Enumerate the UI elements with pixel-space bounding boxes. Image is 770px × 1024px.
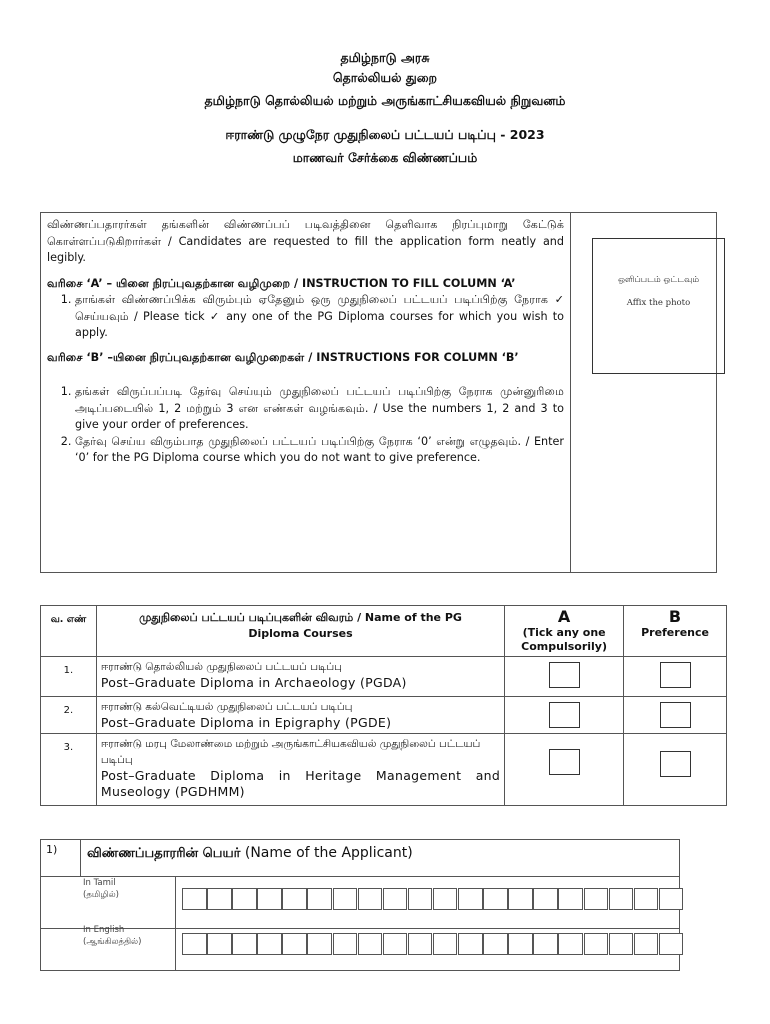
general-instruction: விண்ணப்பதாரர்கள் தங்களின் விண்ணப்பப் படிவத்தினை தெளிவாக நிரப்புமாறு கேட்டுக் கொள்ளப்படுகிறார்கள் / Candidates are requested to fill the application form neatly and legibly. <box>47 218 564 264</box>
header-form-title: மாணவர் சேர்க்கை விண்ணப்பம் <box>292 150 478 165</box>
char-box[interactable] <box>483 933 508 955</box>
char-box[interactable] <box>358 933 383 955</box>
photo-label-tamil: ஒளிப்படம் ஒட்டவும் <box>617 275 700 285</box>
char-box[interactable] <box>584 933 609 955</box>
row-col-a <box>505 657 624 697</box>
char-box[interactable] <box>533 933 558 955</box>
char-box[interactable] <box>307 888 332 910</box>
table-row <box>41 734 727 806</box>
column-a-list <box>75 292 564 342</box>
char-box[interactable] <box>408 933 433 955</box>
char-box[interactable] <box>609 933 634 955</box>
header-government: தமிழ்நாடு அரசு <box>340 50 430 65</box>
col-header-a <box>505 606 624 657</box>
course-name-tamil: ஈராண்டு மரபு மேலாண்மை மற்றும் அருங்காட்சியகவியல் முதுநிலைப் பட்டயப் படிப்பு <box>100 738 481 766</box>
tamil-name-boxes[interactable] <box>182 888 684 910</box>
char-box[interactable] <box>358 888 383 910</box>
tamil-label-english: In Tamil <box>83 878 116 888</box>
course-name-tamil: ஈராண்டு கல்வெட்டியல் முதுநிலைப் பட்டயப் படிப்பு <box>100 701 353 713</box>
course-name-english: Post–Graduate Diploma in Heritage Management and Museology (PGDHMM) <box>100 768 501 799</box>
char-box[interactable] <box>558 888 583 910</box>
header-institute: தமிழ்நாடு தொல்லியல் மற்றும் அருங்காட்சியகவியல் நிறுவனம் <box>204 93 566 108</box>
char-box[interactable] <box>483 888 508 910</box>
char-box[interactable] <box>383 888 408 910</box>
row-sno: 2. <box>41 697 97 734</box>
char-box[interactable] <box>257 933 282 955</box>
preference-box[interactable] <box>660 702 691 728</box>
course-name-tamil: ஈராண்டு தொல்லியல் முதுநிலைப் பட்டயப் படிப்பு <box>100 661 342 673</box>
column-b-item: 1. தங்கள் விருப்பப்படி தேர்வு செய்யும் முதுநிலைப் பட்டயப் படிப்பிற்கு நேராக முன்னுரிமை அடிப்படையில் 1, 2 மற்றும் 3 என எண்கள் வழங்கவும். / Use the numbers 1, 2 and 3 to give your order of preferences. <box>75 384 564 434</box>
col-header-course-name: முதுநிலைப் பட்டயப் படிப்புகளின் விவரம் / Name of the PG Diploma Courses <box>96 606 504 657</box>
char-box[interactable] <box>508 888 533 910</box>
char-box[interactable] <box>232 933 257 955</box>
courses-table <box>40 605 727 806</box>
char-box[interactable] <box>458 933 483 955</box>
section-number: 1) <box>41 840 81 876</box>
row-col-b <box>624 657 727 697</box>
char-box[interactable] <box>659 933 684 955</box>
preference-box[interactable] <box>660 662 691 688</box>
applicant-name-section <box>40 839 680 971</box>
english-name-label <box>83 924 141 948</box>
row-col-a <box>505 734 624 806</box>
char-box[interactable] <box>634 888 659 910</box>
row-sno: 1. <box>41 657 97 697</box>
char-box[interactable] <box>307 933 332 955</box>
tick-box[interactable] <box>549 662 580 688</box>
char-box[interactable] <box>383 933 408 955</box>
header-department: தொல்லியல் துறை <box>332 70 438 85</box>
table-row <box>41 697 727 734</box>
char-box[interactable] <box>533 888 558 910</box>
row-sno: 3. <box>41 734 97 806</box>
char-box[interactable] <box>634 933 659 955</box>
instructions-box <box>40 212 717 573</box>
preference-box[interactable] <box>660 751 691 777</box>
char-box[interactable] <box>433 888 458 910</box>
char-box[interactable] <box>232 888 257 910</box>
col-a-letter: A <box>557 607 571 626</box>
column-b-heading: வரிசை ‘B’ –யினை நிரப்புவதற்கான வழிமுறைகள் / INSTRUCTIONS FOR COLUMN ‘B’ <box>47 350 519 364</box>
char-box[interactable] <box>558 933 583 955</box>
char-box[interactable] <box>584 888 609 910</box>
char-box[interactable] <box>659 888 684 910</box>
col-header-sno: வ. எண் <box>41 606 97 657</box>
char-box[interactable] <box>508 933 533 955</box>
column-b-item: 2. தேர்வு செய்ய விரும்பாத முதுநிலைப் பட்டயப் படிப்பிற்கு நேராக ‘0’ என்று எழுதவும். / Enter ‘0’ for the PG Diploma course which you do not want to give preference. <box>75 434 564 467</box>
instructions-text <box>41 213 571 572</box>
tick-box[interactable] <box>549 702 580 728</box>
row-course-name <box>96 697 504 734</box>
photo-box[interactable] <box>592 238 725 374</box>
col-header-b <box>624 606 727 657</box>
char-box[interactable] <box>333 933 358 955</box>
char-box[interactable] <box>458 888 483 910</box>
char-box[interactable] <box>207 933 232 955</box>
divider <box>175 876 176 971</box>
english-label-tamil: (ஆங்கிலத்தில்) <box>83 937 142 947</box>
course-name-english: Post–Graduate Diploma in Archaeology (PGDA) <box>100 675 407 690</box>
char-box[interactable] <box>433 933 458 955</box>
table-row <box>41 657 727 697</box>
english-name-boxes[interactable] <box>182 933 684 955</box>
divider <box>41 876 679 877</box>
column-a-heading: வரிசை ‘A’ – யினை நிரப்புவதற்கான வழிமுறை / INSTRUCTION TO FILL COLUMN ‘A’ <box>47 276 516 290</box>
row-course-name <box>96 657 504 697</box>
section-title-tamil: விண்ணப்பதாரரின் பெயர் <box>87 846 241 861</box>
char-box[interactable] <box>609 888 634 910</box>
english-label-english: In English <box>83 925 125 935</box>
char-box[interactable] <box>257 888 282 910</box>
section-title <box>87 845 413 862</box>
char-box[interactable] <box>408 888 433 910</box>
header-course-title: ஈராண்டு முழுநேர முதுநிலைப் பட்டயப் படிப்பு - 2023 <box>225 127 545 142</box>
course-name-english: Post–Graduate Diploma in Epigraphy (PGDE) <box>100 715 392 730</box>
tick-box[interactable] <box>549 749 580 775</box>
char-box[interactable] <box>182 933 207 955</box>
column-a-item: 1. தாங்கள் விண்ணப்பிக்க விரும்பும் ஏதேனும் ஒரு முதுநிலைப் பட்டயப் படிப்பிற்கு நேராக ✓ செய்யவும் / Please tick ✓ any one of the PG Diploma courses for which you wish to apply. <box>75 292 564 342</box>
section-title-english: (Name of the Applicant) <box>244 845 413 861</box>
char-box[interactable] <box>282 933 307 955</box>
row-col-b <box>624 734 727 806</box>
col-b-instruction: Preference <box>641 626 709 639</box>
char-box[interactable] <box>333 888 358 910</box>
char-box[interactable] <box>182 888 207 910</box>
column-b-list <box>75 384 564 467</box>
col-b-letter: B <box>668 607 682 626</box>
col-a-instruction: (Tick any one Compulsorily) <box>521 626 608 653</box>
row-col-b <box>624 697 727 734</box>
char-box[interactable] <box>207 888 232 910</box>
tamil-name-label <box>83 877 119 901</box>
photo-label-english: Affix the photo <box>626 298 691 308</box>
row-col-a <box>505 697 624 734</box>
char-box[interactable] <box>282 888 307 910</box>
table-header-row <box>41 606 727 657</box>
tamil-label-tamil: (தமிழில்) <box>83 890 119 900</box>
row-course-name <box>96 734 504 806</box>
